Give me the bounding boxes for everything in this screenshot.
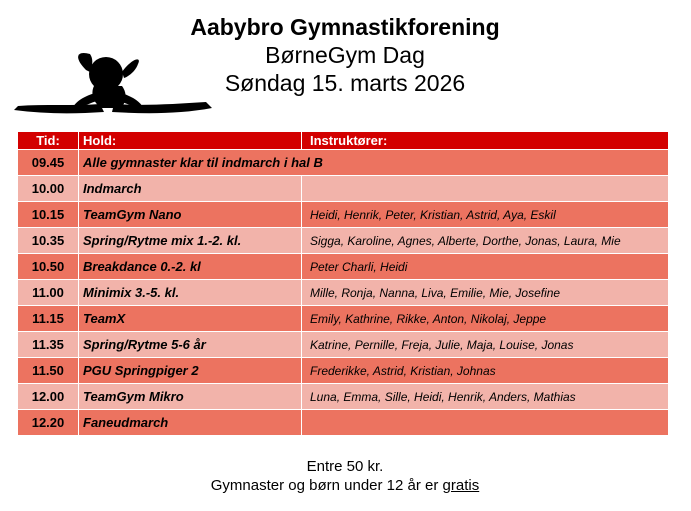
row-time: 11.00: [18, 280, 79, 306]
schedule-body: [18, 150, 669, 436]
row-time: 11.15: [18, 306, 79, 332]
row-hold: Breakdance 0.-2. kl: [79, 254, 302, 280]
table-row: [18, 254, 669, 280]
row-instructors: [302, 176, 669, 202]
row-time: 12.20: [18, 410, 79, 436]
title-block: [150, 12, 540, 97]
table-row: [18, 306, 669, 332]
free-entry-prefix: Gymnaster og børn under 12 år er: [210, 477, 443, 494]
row-hold: PGU Springpiger 2: [79, 358, 302, 384]
row-time: 11.35: [18, 332, 79, 358]
table-row: [18, 202, 669, 228]
table-row: [18, 228, 669, 254]
row-hold: TeamX: [79, 306, 302, 332]
row-hold: TeamGym Mikro: [79, 384, 302, 410]
row-instructors: Katrine, Pernille, Freja, Julie, Maja, Louise, Jonas: [302, 332, 669, 358]
row-instructors: Sigga, Karoline, Agnes, Alberte, Dorthe, Jonas, Laura, Mie: [302, 228, 669, 254]
free-entry-note: [150, 476, 540, 495]
schedule-table: [17, 131, 669, 436]
row-hold: Spring/Rytme 5-6 år: [79, 332, 302, 358]
row-instructors: Luna, Emma, Sille, Heidi, Henrik, Anders, Mathias: [302, 384, 669, 410]
row-instructors: [302, 410, 669, 436]
row-time: 10.15: [18, 202, 79, 228]
table-header-row: [18, 132, 669, 150]
row-hold: Minimix 3.-5. kl.: [79, 280, 302, 306]
entry-price: Entre 50 kr.: [306, 458, 384, 475]
table-row: [18, 280, 669, 306]
event-date: Søndag 15. marts 2026: [224, 70, 466, 96]
row-instructors: Emily, Kathrine, Rikke, Anton, Nikolaj, Jeppe: [302, 306, 669, 332]
row-time: 12.00: [18, 384, 79, 410]
table-row: [18, 176, 669, 202]
row-time: 09.45: [18, 150, 79, 176]
row-time: 10.35: [18, 228, 79, 254]
table-row: [18, 410, 669, 436]
page-footer: [150, 457, 540, 495]
page-header: [0, 0, 691, 130]
table-row: [18, 358, 669, 384]
row-instructors: Frederikke, Astrid, Kristian, Johnas: [302, 358, 669, 384]
row-hold: Spring/Rytme mix 1.-2. kl.: [79, 228, 302, 254]
column-header-instructors: Instruktører:: [302, 132, 669, 150]
table-row: [18, 332, 669, 358]
row-instructors: Mille, Ronja, Nanna, Liva, Emilie, Mie, Josefine: [302, 280, 669, 306]
row-instructors: Heidi, Henrik, Peter, Kristian, Astrid, Aya, Eskil: [302, 202, 669, 228]
column-header-hold: Hold:: [79, 132, 302, 150]
free-entry-highlight: gratis: [442, 477, 480, 494]
table-row: [18, 384, 669, 410]
row-time: 10.50: [18, 254, 79, 280]
row-time: 11.50: [18, 358, 79, 384]
row-hold: Faneudmarch: [79, 410, 302, 436]
row-hold: TeamGym Nano: [79, 202, 302, 228]
page-subtitle: BørneGym Dag: [265, 42, 425, 68]
row-hold: Alle gymnaster klar til indmarch i hal B: [79, 150, 669, 176]
row-time: 10.00: [18, 176, 79, 202]
row-hold: Indmarch: [79, 176, 302, 202]
row-instructors: Peter Charli, Heidi: [302, 254, 669, 280]
table-row: [18, 150, 669, 176]
page-title: Aabybro Gymnastikforening: [190, 14, 500, 40]
column-header-time: Tid:: [18, 132, 79, 150]
